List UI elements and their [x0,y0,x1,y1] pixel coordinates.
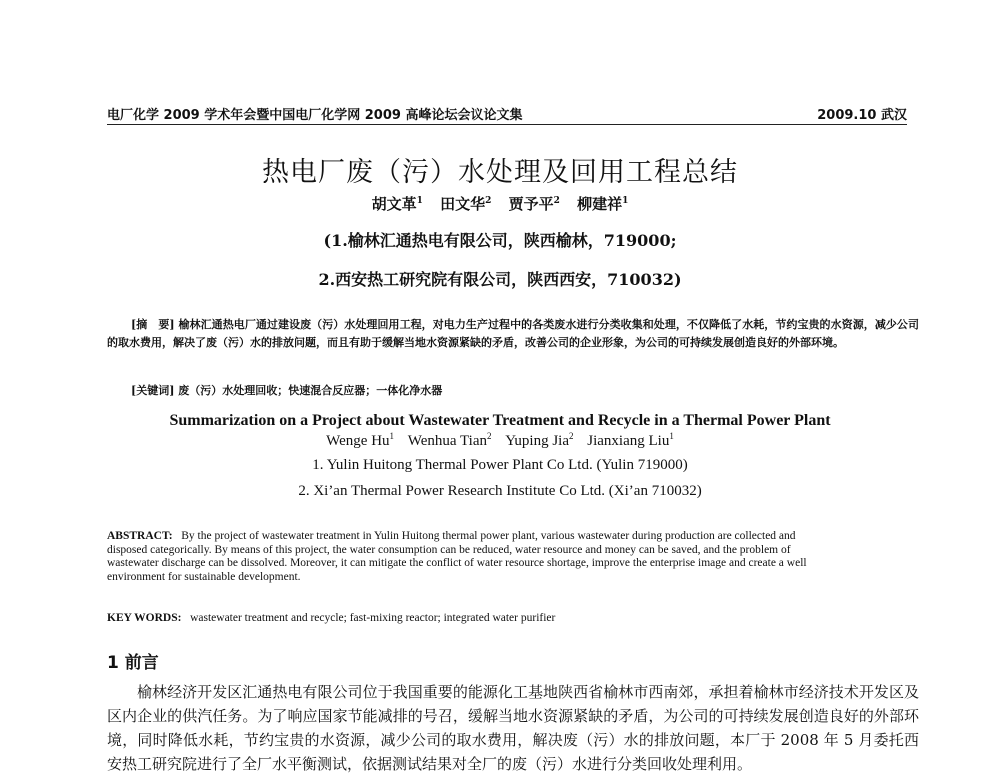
abstract-en [107,530,807,584]
abstract-en-label: ABSTRACT: [107,530,173,542]
abstract-cn [107,316,919,352]
keywords-en-text: wastewater treatment and recycle; fast-mixing reactor; integrated water purifier [190,612,556,624]
keywords-cn [131,382,911,398]
paper-title-en: Summarization on a Project about Wastewater Treatment and Recycle in a Thermal Power Plant [169,412,831,429]
keywords-cn-label: [关键词] [131,384,175,397]
author-list-en [0,431,1000,450]
abstract-cn-text: 榆林汇通热电厂通过建设废（污）水处理回用工程，对电力生产过程中的各类废水进行分类收集和处理，不仅降低了水耗，节约宝贵的水资源，减少公司的取水费用，解决了废（污）水的排放问题，而且有助于缓解当地水资源紧缺的矛盾，改善公司的企业形象，为公司的可持续发展创造良好的外部环境。 [107,318,919,349]
author-cn: 柳建祥$^1$ [577,195,629,213]
author-list-cn [0,193,1000,214]
author-cn: 贾予平$^2$ [508,195,560,213]
author-en: Jianxiang Liu$^1$ [587,431,674,449]
author-en: Wenhua Tian$^2$ [407,431,492,449]
running-header-left: 电厂化学 2009 学术年会暨中国电厂化学网 2009 高峰论坛会议论文集 [107,108,523,123]
affiliation-cn-2: 2.西安热工研究院有限公司，陕西西安，710032) [318,270,682,289]
abstract-cn-label: [摘 要] [131,318,175,331]
running-header-right: 2009.10 武汉 [817,108,907,123]
author-en: Wenge Hu$^1$ [326,431,395,449]
affiliation-en-1: 1. Yulin Huitong Thermal Power Plant Co Ltd. (Yulin 719000) [312,457,688,473]
header-rule [107,124,907,125]
section-body-text: 榆林经济开发区汇通热电有限公司位于我国重要的能源化工基地陕西省榆林市西南郊，承担着榆林市经济技术开发区及区内企业的供汽任务。为了响应国家节能减排的号召，缓解当地水资源紧缺的矛盾，为公司的可持续发展创造良好的外部环境，同时降低水耗，节约宝贵的水资源，减少公司的取水费用，解决废（污）水的排放问题，本厂于 2008 年 5 月委托西安热工研究院进行了全厂水平衡测试，依据测试结果对全厂的废（污）水进行分类回收处理利用。 [107,683,919,773]
affiliation-cn-1: (1.榆林汇通热电有限公司，陕西榆林，719000; [323,231,677,250]
running-header [107,101,907,123]
keywords-cn-text: 废（污）水处理回收；快速混合反应器；一体化净水器 [178,384,443,397]
author-cn: 胡文革$^1$ [371,195,423,213]
section-heading: 1 前言 [107,653,159,673]
keywords-en-label: KEY WORDS: [107,612,182,624]
affiliation-en-2: 2. Xi’an Thermal Power Research Institute Co Ltd. (Xi’an 710032) [298,483,702,499]
keywords-en [107,612,907,624]
author-cn: 田文华$^2$ [440,195,492,213]
abstract-en-text: By the project of wastewater treatment in Yulin Huitong thermal power plant, various wastewater during production are collected and disposed categorically. By means of this project, the water consumption can be reduced, water resource and money can be saved, and the problem of wastewater discharge can be dissolved. Moreover, it can mitigate the conflict of water resource shortage, improve the enterprise image and create a well environment for sustainable development. [107,530,807,583]
paper-title-cn: 热电厂废（污）水处理及回用工程总结 [262,157,738,188]
author-en: Yuping Jia$^2$ [505,431,574,449]
